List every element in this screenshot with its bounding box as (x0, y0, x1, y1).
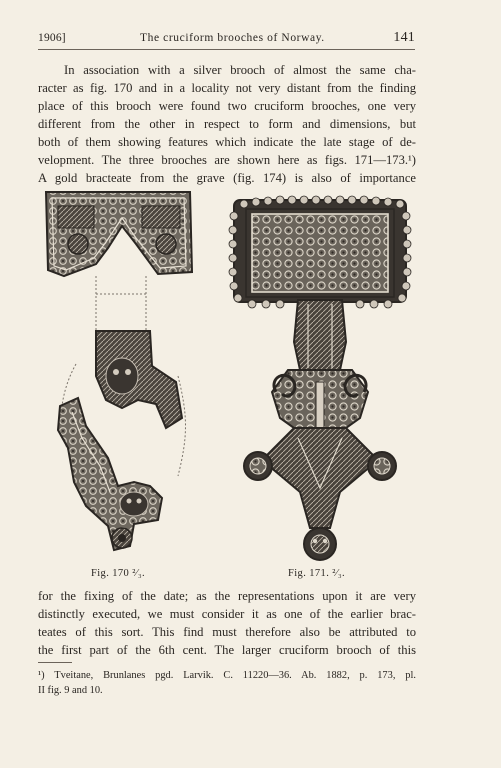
running-header (38, 30, 415, 50)
text-line: both of them showing features which indicate the late stage of de- (38, 135, 416, 149)
text-line: teates of this sort. This find must therefore also be attributed to (38, 625, 416, 639)
text-line: for the fixing of the date; as the representations upon it are very (38, 589, 416, 603)
page-number: 141 (393, 30, 415, 45)
text-line: A gold bracteate from the grave (fig. 174) is also of importance (38, 171, 416, 185)
figure-171-label: Fig. 171. (288, 568, 330, 579)
figure-171-scale: ²⁄₃. (332, 568, 346, 579)
footnote-rule (38, 662, 72, 663)
footnote-line: II fig. 9 and 10. (38, 685, 103, 696)
figure-171-caption (288, 568, 345, 579)
figure-170-caption (91, 568, 145, 579)
figure-170-scale: ²⁄₃. (132, 568, 146, 579)
figure-170-brooch-fragments (38, 186, 198, 561)
text-line: the first part of the 6th cent. The larger cruciform brooch of this (38, 643, 416, 657)
header-rule (38, 49, 415, 50)
text-line: place of this brooch were found two cruciform brooches, one very (38, 99, 416, 113)
header-title: The cruciform brooches of Norway. (140, 32, 325, 44)
figure-171-cruciform-brooch (228, 192, 412, 564)
text-line: In association with a silver brooch of almost the same cha- (64, 63, 416, 77)
paragraph-top (38, 61, 416, 187)
header-year: 1906] (38, 32, 66, 44)
paragraph-bottom (38, 587, 416, 659)
footnote-line: ¹) Tveitane, Brunlanes pgd. Larvik. C. 11220—36. Ab. 1882, p. 173, pl. (38, 670, 416, 681)
footnote (38, 668, 416, 698)
text-line: different from the other in respect to form and dimensions, but (38, 117, 416, 131)
text-line: racter as fig. 170 and in a locality not very distant from the finding (38, 81, 416, 95)
text-line: distinctly executed, we must consider it as one of the earlier brac- (38, 607, 416, 621)
text-line: velopment. The three brooches are shown here as figs. 171—173.¹) (38, 153, 416, 167)
figure-170-label: Fig. 170 (91, 568, 130, 579)
